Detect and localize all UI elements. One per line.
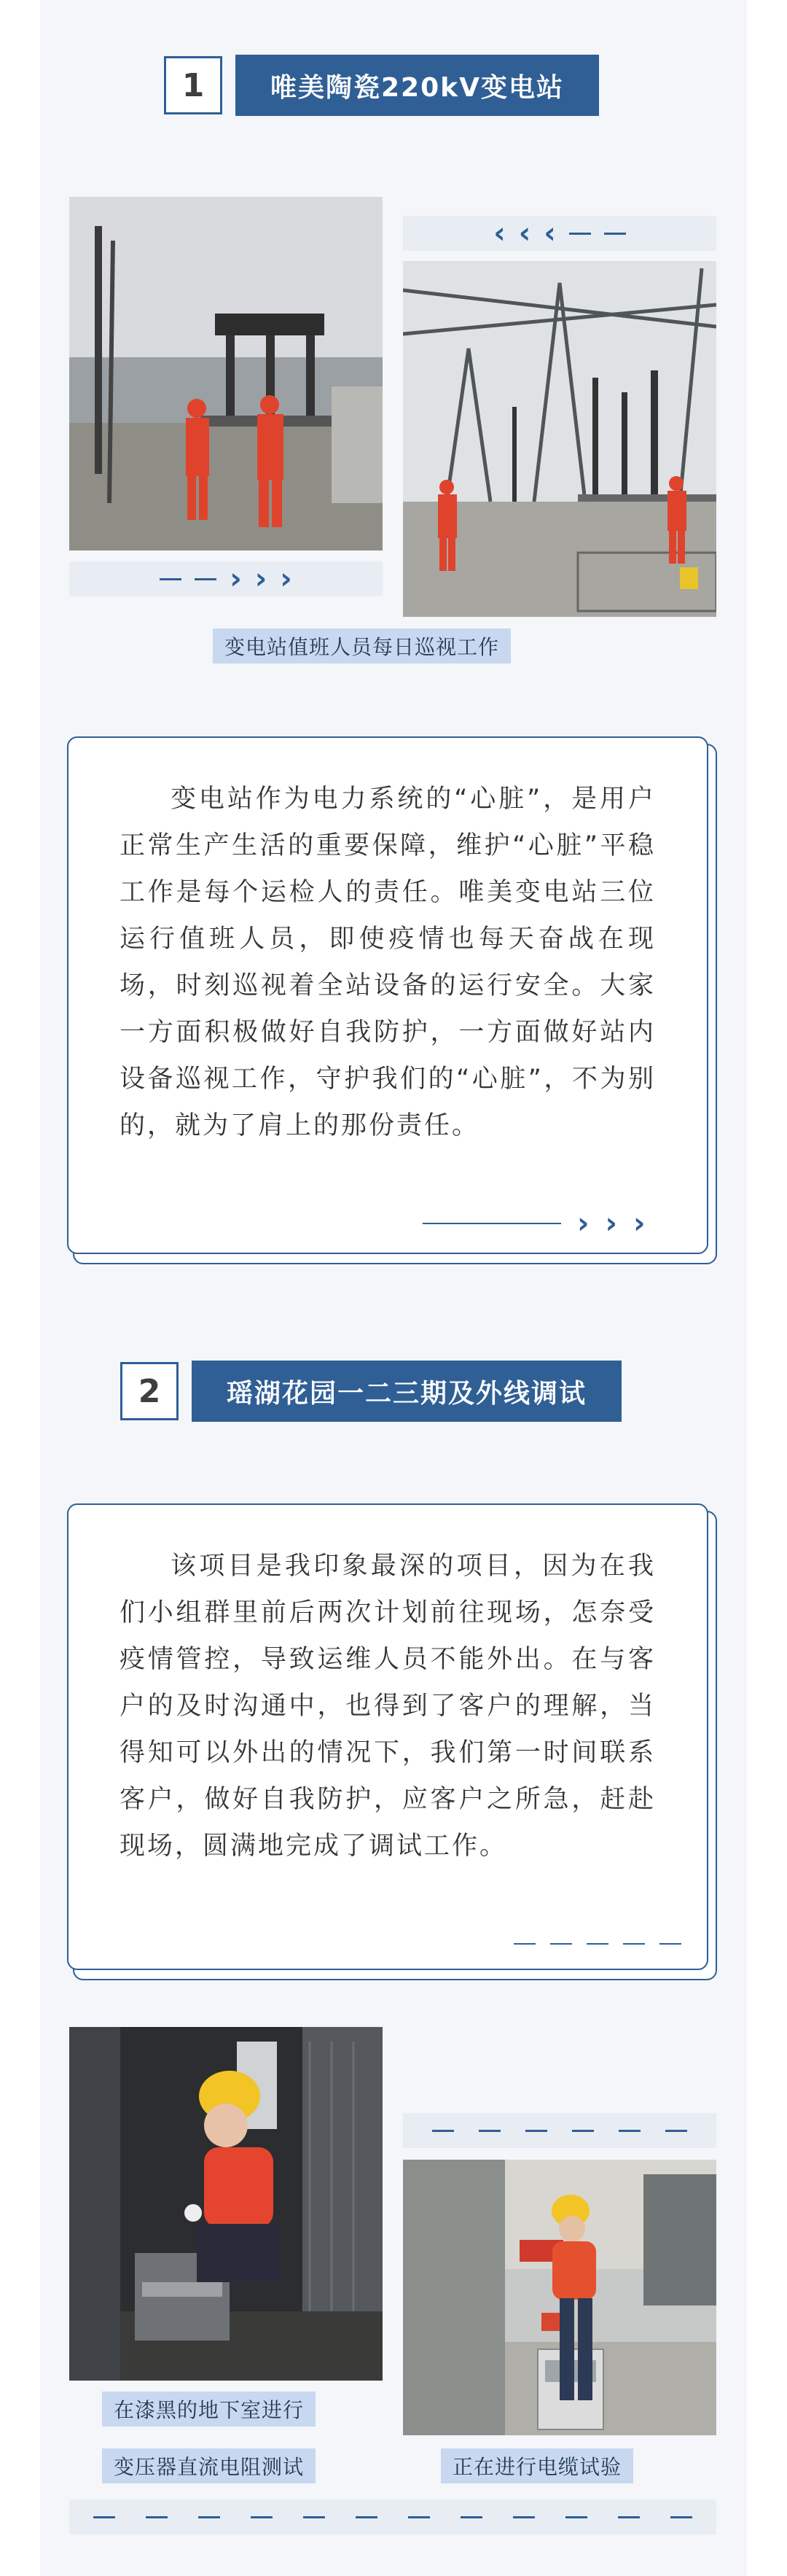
section-2-title: 瑶湖花园一二三期及外线调试	[192, 1361, 622, 1422]
decor-strip-right	[403, 216, 716, 251]
dash-decor	[195, 578, 216, 580]
chevron-left-icon: ‹	[518, 217, 531, 250]
dash-decor	[665, 2130, 687, 2132]
chevron-right-icon: ›	[254, 562, 267, 596]
card-2-footer-decor	[514, 1943, 681, 1945]
dash-decor	[513, 2516, 535, 2518]
chevron-right-icon: ›	[633, 1207, 646, 1240]
dash-decor	[569, 233, 591, 235]
photo-cable-test	[403, 2160, 716, 2435]
decor-strip-dashes-right	[403, 2113, 716, 2148]
section-2-caption-left-line1: 在漆黑的地下室进行	[102, 2392, 316, 2427]
section-1-number: 1	[164, 56, 222, 114]
section-1-title: 唯美陶瓷220kV变电站	[235, 55, 599, 116]
chevron-right-icon: ›	[230, 562, 242, 596]
dash-decor	[670, 2516, 692, 2518]
dash-decor	[572, 2130, 594, 2132]
chevron-left-icon: ‹	[493, 217, 506, 250]
dash-decor	[604, 233, 626, 235]
decor-strip-left	[69, 561, 383, 596]
section-1-header	[164, 55, 599, 116]
decor-strip-bottom	[69, 2499, 716, 2534]
section-2-caption-left-line2: 变压器直流电阻测试	[102, 2448, 316, 2483]
dash-decor	[550, 1943, 572, 1945]
dash-decor	[356, 2516, 377, 2518]
dash-decor	[619, 2130, 641, 2132]
photo-substation-patrol-right	[403, 261, 716, 617]
dash-decor	[461, 2516, 482, 2518]
dash-decor	[479, 2130, 501, 2132]
dash-decor	[198, 2516, 220, 2518]
line-decor	[423, 1223, 561, 1224]
dash-decor	[623, 1943, 645, 1945]
section-1-paragraph: 变电站作为电力系统的“心脏”，是用户正常生产生活的重要保障，维护“心脏”平稳工作是每个运检人的责任。唯美变电站三位运行值班人员，即使疫情也每天奋战在现场，时刻巡视着全站设备的运行安全。大家一方面积极做好自我防护，一方面做好站内设备巡视工作，守护我们的“心脏”，不为别的，就为了肩上的那份责任。	[120, 785, 656, 1140]
section-2-text-card	[67, 1503, 708, 1970]
dash-decor	[587, 1943, 608, 1945]
dash-decor	[659, 1943, 681, 1945]
dash-decor	[251, 2516, 273, 2518]
chevron-right-icon: ›	[605, 1207, 617, 1240]
dash-decor	[160, 578, 181, 580]
chevron-right-icon: ›	[577, 1207, 590, 1240]
section-1-text-card	[67, 736, 708, 1254]
photo-substation-patrol-left	[69, 197, 383, 550]
dash-decor	[525, 2130, 547, 2132]
chevron-left-icon: ‹	[544, 217, 556, 250]
dash-decor	[303, 2516, 325, 2518]
section-2-header	[120, 1361, 622, 1422]
dash-decor	[408, 2516, 430, 2518]
dash-decor	[565, 2516, 587, 2518]
dash-decor	[146, 2516, 168, 2518]
section-1-caption: 变电站值班人员每日巡视工作	[213, 629, 511, 664]
dash-decor	[514, 1943, 536, 1945]
section-2-paragraph: 该项目是我印象最深的项目，因为在我们小组群里前后两次计划前往现场，怎奈受疫情管控，导致运维人员不能外出。在与客户的及时沟通中，也得到了客户的理解，当得知可以外出的情况下，我们第一时间联系客户，做好自我防护，应客户之所急，赶赴现场，圆满地完成了调试工作。	[120, 1552, 656, 1861]
section-2-caption-right: 正在进行电缆试验	[441, 2448, 633, 2483]
dash-decor	[618, 2516, 640, 2518]
card-1-footer-decor	[423, 1209, 645, 1238]
section-2-number: 2	[120, 1362, 179, 1420]
photo-basement-transformer-test	[69, 2027, 383, 2381]
dash-decor	[432, 2130, 454, 2132]
dash-decor	[93, 2516, 115, 2518]
chevron-right-icon: ›	[280, 562, 292, 596]
